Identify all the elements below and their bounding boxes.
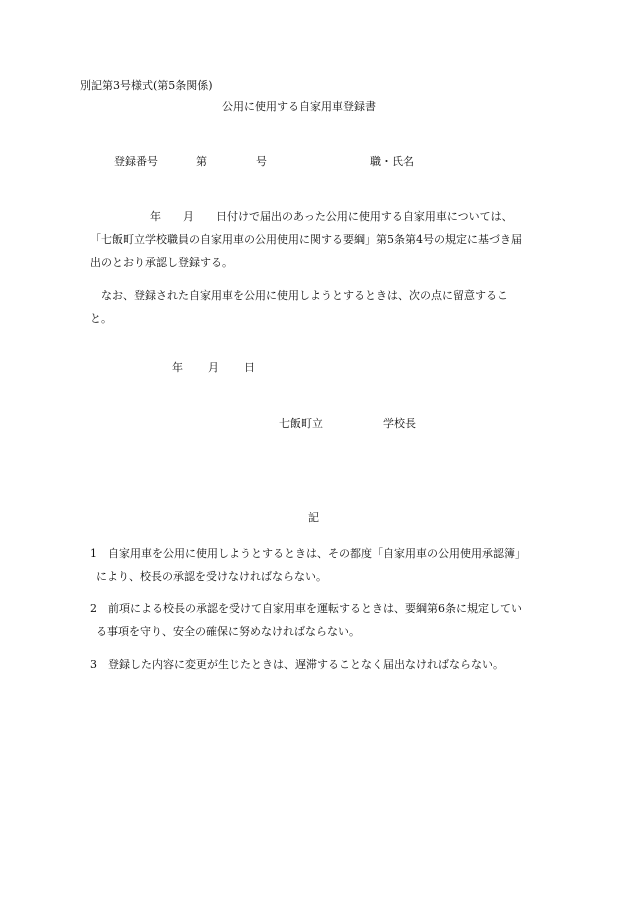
date-day: 日 — [244, 361, 255, 374]
registration-dai: 第 — [196, 155, 207, 168]
note-item-1-line-1: 1 自家用車を公用に使用しようとするときは、その都度「自家用車の公用使用承認簿」 — [90, 547, 526, 560]
issuer-principal: 学校長 — [383, 417, 416, 430]
note-item-2-line-2: る事項を守り、安全の確保に努めなければならない。 — [96, 625, 360, 638]
approval-line-2: 「七飯町立学校職員の自家用車の公用使用に関する要綱」第5条第4号の規定に基づき届 — [90, 233, 522, 246]
issuer-town-school: 七飯町立 — [279, 417, 323, 430]
position-name-label: 職・氏名 — [370, 155, 414, 168]
notes-heading: 記 — [308, 511, 319, 524]
note-item-3 — [90, 659, 504, 670]
approval-line-3: 出のとおり承認し登録する。 — [90, 256, 233, 269]
notice-paragraph — [90, 290, 508, 324]
form-reference: 別記第3号様式(第5条関係) — [80, 79, 213, 92]
document-title: 公用に使用する自家用車登録書 — [222, 100, 376, 113]
note-item-3-line-1: 3 登録した内容に変更が生じたときは、遅滞することなく届出なければならない。 — [90, 658, 504, 671]
registration-number-label: 登録番号 — [114, 155, 158, 168]
registration-go: 号 — [256, 155, 267, 168]
notice-line-2: と。 — [90, 312, 112, 325]
date-month: 月 — [208, 361, 219, 374]
approval-line-1: 年 月 日付けで届出のあった公用に使用する自家用車については、 — [150, 210, 513, 223]
note-item-1-line-2: により、校長の承認を受けなければならない。 — [96, 570, 327, 583]
approval-paragraph — [90, 211, 522, 268]
note-item-2-line-1: 2 前項による校長の承認を受けて自家用車を運転するときは、要綱第6条に規定してい — [90, 602, 522, 615]
note-item-1 — [90, 548, 526, 582]
notice-line-1: なお、登録された自家用車を公用に使用しようとするときは、次の点に留意するこ — [101, 289, 508, 302]
note-item-2 — [90, 603, 522, 637]
date-year: 年 — [172, 361, 183, 374]
